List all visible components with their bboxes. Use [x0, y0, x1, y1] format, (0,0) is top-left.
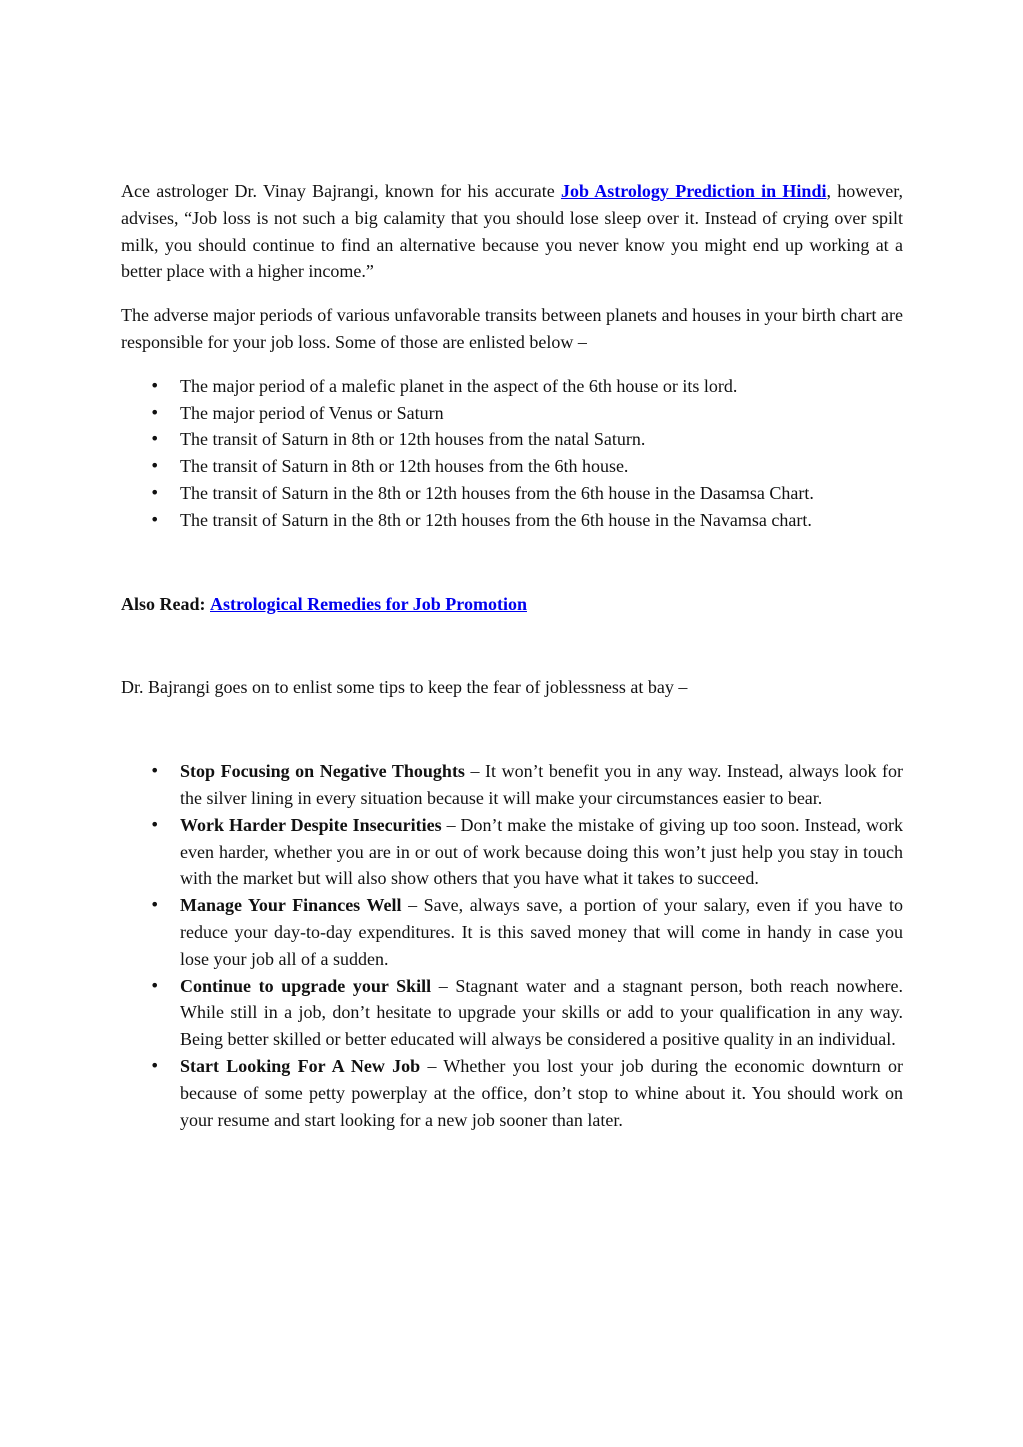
tip-title: Start Looking For A New Job [180, 1055, 421, 1076]
list-item [121, 1053, 903, 1133]
also-read-label: Also Read: [121, 593, 206, 614]
list-item: • The transit of Saturn in the 8th or 12th houses from the 6th house in the Navamsa chart. [121, 507, 903, 534]
list-item: • The transit of Saturn in the 8th or 12th houses from the 6th house in the Dasamsa Chart. [121, 480, 903, 507]
list-item [121, 758, 903, 812]
intro-text-after-link: , however, advises, “Job loss is not such a big calamity that you should lose sleep over it. Instead of crying over spilt milk, you should continue to find an alternative because you never know you might end up working at a better place with a higher income.” [121, 181, 903, 282]
job-astrology-hindi-link[interactable]: Job Astrology Prediction in Hindi [560, 181, 827, 201]
transits-list [121, 373, 903, 534]
tip-text: – Whether you lost your job during the economic downturn or because of some petty powerplay at the office, don’t stop to whine about it. You should work on your resume and start looking for a new job sooner than later. [180, 1055, 903, 1130]
tips-list [121, 758, 903, 1133]
tip-title: Work Harder Despite Insecurities [180, 814, 442, 835]
list-item: • The major period of a malefic planet in the aspect of the 6th house or its lord. [121, 373, 903, 400]
tips-intro-paragraph: Dr. Bajrangi goes on to enlist some tips to keep the fear of joblessness at bay – [121, 677, 688, 698]
tip-text: – It won’t benefit you in any way. Instead, always look for the silver lining in every situation because it will make your circumstances easier to bear. [180, 761, 903, 808]
tip-text: – Stagnant water and a stagnant person, both reach nowhere. While still in a job, don’t hesitate to upgrade your skills or add to your qualification in any way. Being better skilled or better educated will always be considered a positive quality in an individual. [180, 975, 903, 1050]
tip-title: Manage Your Finances Well [180, 895, 402, 916]
intro-paragraph [121, 178, 903, 285]
tip-title: Stop Focusing on Negative Thoughts [180, 761, 465, 782]
list-item [121, 973, 903, 1053]
tip-title: Continue to upgrade your Skill [180, 975, 432, 996]
intro-text-before-link: Ace astrologer Dr. Vinay Bajrangi, known for his accurate [121, 181, 561, 201]
also-read-line [121, 591, 903, 618]
tip-text: – Save, always save, a portion of your salary, even if you have to reduce your day-to-day expenditures. It is this saved money that will come in handy in case you lose your job all of a sudden. [180, 895, 903, 969]
list-item: • The transit of Saturn in 8th or 12th houses from the 6th house. [121, 453, 903, 480]
page-content [121, 178, 903, 1133]
tip-text: – Don’t make the mistake of giving up too soon. Instead, work even harder, whether you are in or out of work because doing this won’t just help you stay in touch with the market but will also show others that you have what it takes to succeed. [180, 814, 903, 889]
transits-intro-paragraph: The adverse major periods of various unfavorable transits between planets and houses in your birth chart are responsible for your job loss. Some of those are enlisted below – [121, 305, 903, 352]
list-item: • The major period of Venus or Saturn [121, 400, 903, 427]
list-item: • The transit of Saturn in 8th or 12th houses from the natal Saturn. [121, 426, 903, 453]
list-item [121, 892, 903, 972]
list-item [121, 812, 903, 892]
job-promotion-remedies-link[interactable]: Astrological Remedies for Job Promotion [210, 593, 527, 614]
